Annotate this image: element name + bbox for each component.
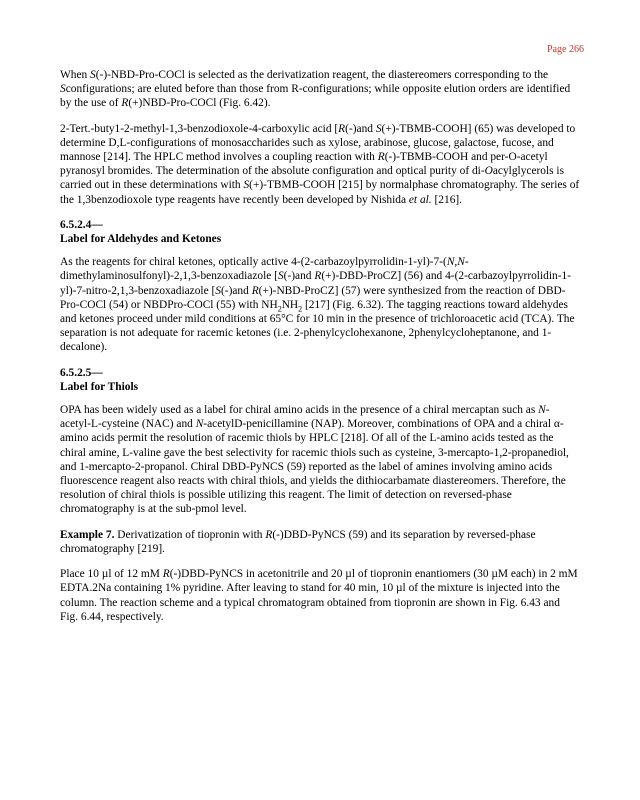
- section-title: Label for Aldehydes and Ketones: [60, 233, 222, 246]
- paragraph-nbd-pro-cocl: When S(-)-NBD-Pro-COCl is selected as the derivatization reagent, the diastereomers corresponding to the Sconfigurations; are eluted before than those from R-configurations; while opposite elution orders are identified by the use of R(+)NBD-Pro-COCl (Fig. 6.42).: [60, 69, 571, 110]
- section-heading-thiols: [60, 366, 580, 394]
- paragraph-opa-thiols: OPA has been widely used as a label for chiral amino acids in the presence of a chiral mercaptan such as N-acetyl-L-cysteine (NAC) and N-acetylD-penicillamine (NAP). Moreover, combinations of OPA and a chiral α-amino acids permit the resolution of racemic thiols by HPLC [218]. Of all of the L-amino acids tested as the chiral amine, L-valine gave the best selectivity for racemic thiols such as cysteine, 3-mercapto-1,2-propanediol, and 1-mercapto-2-propanol. Chiral DBD-PyNCS (59) reported as the label of amines involving amino acids fluorescence reagent also reacts with chiral thiols, and yields the dithiocarbamate diastereomers. Therefore, the resolution of chiral thiols is possible utilizing this reagent. The limit of detection on reversed-phase chromatography is at the sub-pmol level.: [60, 404, 569, 516]
- paragraph-example-7: Example 7. Derivatization of tiopronin with R(-)DBD-PyNCS (59) and its separation by reversed-phase chromatography [219].: [60, 528, 536, 555]
- section-number: 6.5.2.4—: [60, 218, 103, 231]
- section-heading-aldehydes-ketones: [60, 218, 580, 246]
- section-title: Label for Thiols: [60, 380, 139, 393]
- paragraph-procedure: Place 10 µl of 12 mM R(-)DBD-PyNCS in acetonitrile and 20 µl of tiopronin enantiomers (30 µM each) in 2 mM EDTA.2Na containing 1% pyridine. After leaving to stand for 40 min, 10 µl of the mixture is injected into the column. The reaction scheme and a typical chromatogram obtained from tiopronin are shown in Fig. 6.43 and Fig. 6.44, respectively.: [60, 568, 578, 623]
- paragraph-chiral-ketones: As the reagents for chiral ketones, optically active 4-(2-carbazoylpyrrolidin-1-yl)-7-(N,N-dimethylaminosulfonyl)-2,1,3-benzoxadiazole [S(-)and R(+)-DBD-ProCZ] (56) and 4-(2-carbazoylpyrrolidin-1-yl)-7-nitro-2,1,3-benzoxadiazole [S(-)and R(+)-NBD-ProCZ] (57) were synthesized from the reaction of DBD-Pro-COCl (54) or NBDPro-COCl (55) with $NH_2NH_2$ [217] (Fig. 6.32). The tagging reactions toward aldehydes and ketones proceed under mild conditions at 65°C for 10 min in the presence of trichloroacetic acid (TCA). The separation is not adequate for racemic ketones (i.e. 2-phenylcyclohexanone, 2phenylcycloheptanone, and 1-decalone).: [60, 256, 575, 354]
- page-number: Page 266: [547, 44, 584, 55]
- section-number: 6.5.2.5—: [60, 366, 103, 379]
- paragraph-tbmb-cooh: 2-Tert.-buty1-2-methyl-1,3-benzodioxole-4-carboxylic acid [R(-)and S(+)-TBMB-COOH] (65) was developed to determine D,L-configurations of monosaccharides such as xylose, arabinose, glucose, galactose, fucose, and mannose [214]. The HPLC method involves a coupling reaction with R(-)-TBMB-COOH and per-O-acetyl pyranosyl bromides. The determination of the absolute configuration and optical purity of di-Oacylglycerols is carried out in these determinations with S(+)-TBMB-COOH [215] by normalphase chromatography. The series of the 1,3benzodioxole type reagents have recently been developed by Nishida et al. [216].: [60, 122, 580, 206]
- document-body: [60, 68, 580, 635]
